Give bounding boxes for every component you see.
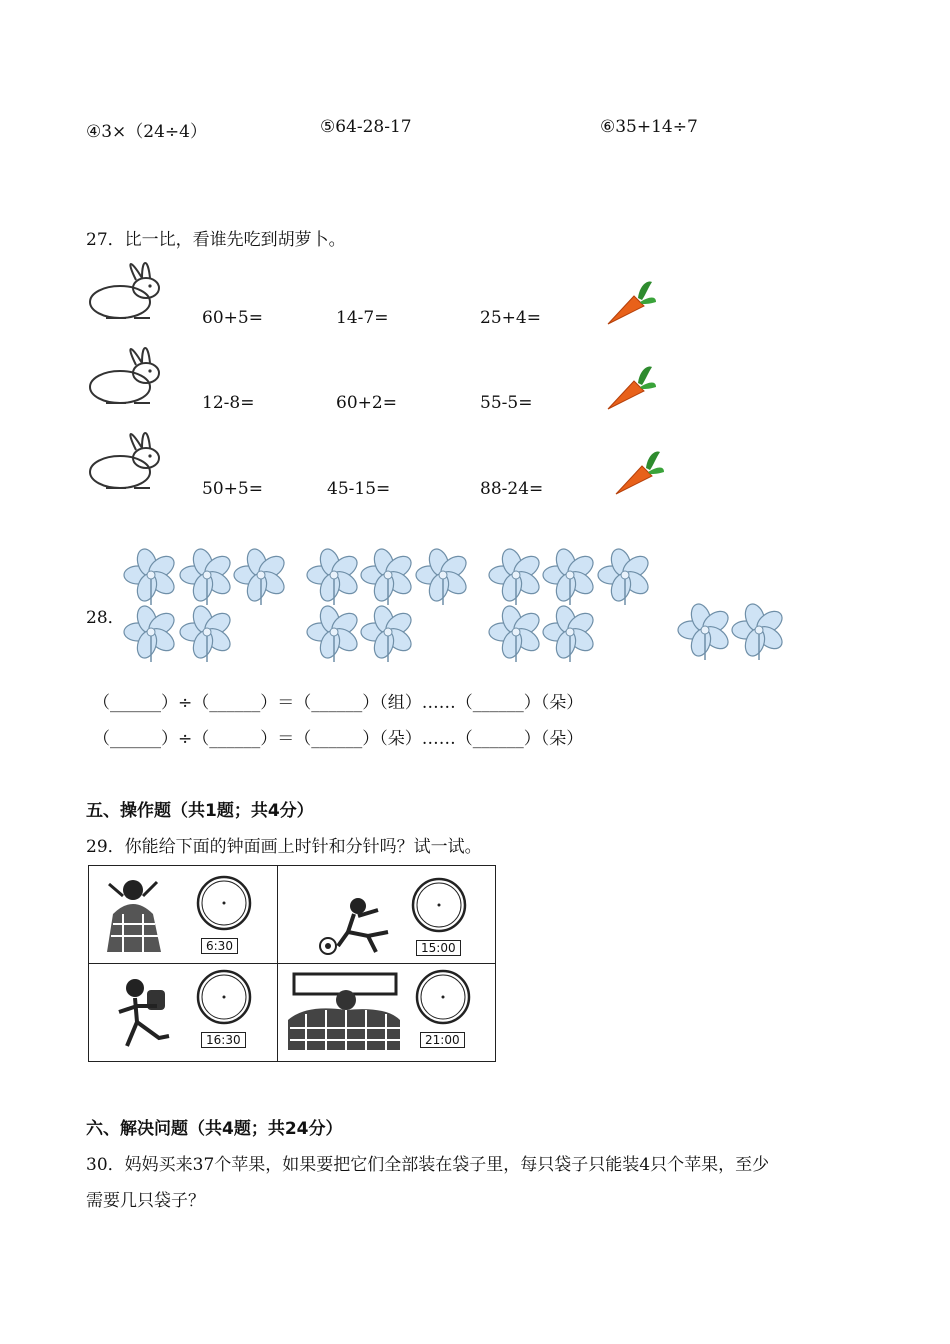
flower-icon [414, 547, 472, 607]
equation: 45-15= [327, 479, 391, 499]
flower-icon [541, 547, 599, 607]
flower-icon [596, 547, 654, 607]
q30-text-line-2: 需要几只袋子？ [86, 1191, 205, 1211]
flower-icon [730, 602, 788, 662]
section-5-title: 五、操作题（共1题；共4分） [86, 801, 314, 821]
flower-icon [178, 547, 236, 607]
q27-title: 27．比一比，看谁先吃到胡萝卜。 [86, 230, 346, 250]
girl-waking-icon [103, 874, 165, 956]
flower-icon [359, 547, 417, 607]
equation: 60+2= [336, 393, 397, 413]
flower-icon [487, 547, 545, 607]
flower-icon [541, 604, 599, 664]
clock-table [88, 865, 496, 1062]
expression-5: ⑤64-28-17 [320, 117, 412, 137]
clock-cell [278, 866, 497, 963]
child-sleeping-icon [286, 970, 404, 1054]
boy-soccer-icon [318, 896, 400, 956]
equation: 50+5= [202, 479, 263, 499]
equation: 88-24= [480, 479, 544, 499]
clock-face-icon[interactable] [412, 968, 474, 1026]
flower-icon [232, 547, 290, 607]
q28-label: 28． [86, 608, 125, 628]
clock-face-icon[interactable] [408, 876, 470, 934]
clock-face-icon[interactable] [193, 968, 255, 1026]
flower-icon [178, 604, 236, 664]
equation: 14-7= [336, 308, 389, 328]
clock-cell [278, 964, 497, 1061]
equation: 55-5= [480, 393, 533, 413]
q29-text: 29．你能给下面的钟面画上时针和分针吗？试一试。 [86, 837, 482, 857]
time-label: 21:00 [420, 1032, 465, 1048]
equation: 60+5= [202, 308, 263, 328]
carrot-icon [608, 448, 666, 498]
q28-blank-line-2: （______）÷（______）＝（______）（朵）……（______）（朵） [93, 729, 584, 749]
expression-6: ⑥35+14÷7 [600, 117, 698, 137]
flower-icon [305, 604, 363, 664]
clock-cell [89, 964, 277, 1061]
carrot-icon [600, 363, 658, 413]
rabbit-icon [86, 258, 164, 322]
flower-icon [487, 604, 545, 664]
flower-icon [305, 547, 363, 607]
equation: 25+4= [480, 308, 541, 328]
boy-running-icon [107, 976, 177, 1052]
q30-text-line-1: 30．妈妈买来37个苹果，如果要把它们全部装在袋子里，每只袋子只能装4只个苹果，至少 [86, 1155, 770, 1175]
carrot-icon [600, 278, 658, 328]
equation: 12-8= [202, 393, 255, 413]
flower-icon [122, 604, 180, 664]
clock-face-icon[interactable] [193, 874, 255, 932]
time-label: 15:00 [416, 940, 461, 956]
q28-blank-line-1: （______）÷（______）＝（______）（组）……（______）（朵） [93, 693, 584, 713]
expression-4: ④3×（24÷4） [86, 122, 207, 142]
rabbit-icon [86, 343, 164, 407]
rabbit-icon [86, 428, 164, 492]
time-label: 6:30 [201, 938, 238, 954]
clock-cell [89, 866, 277, 963]
time-label: 16:30 [201, 1032, 246, 1048]
flower-icon [676, 602, 734, 662]
flower-icon [359, 604, 417, 664]
section-6-title: 六、解决问题（共4题；共24分） [86, 1119, 343, 1139]
flower-icon [122, 547, 180, 607]
